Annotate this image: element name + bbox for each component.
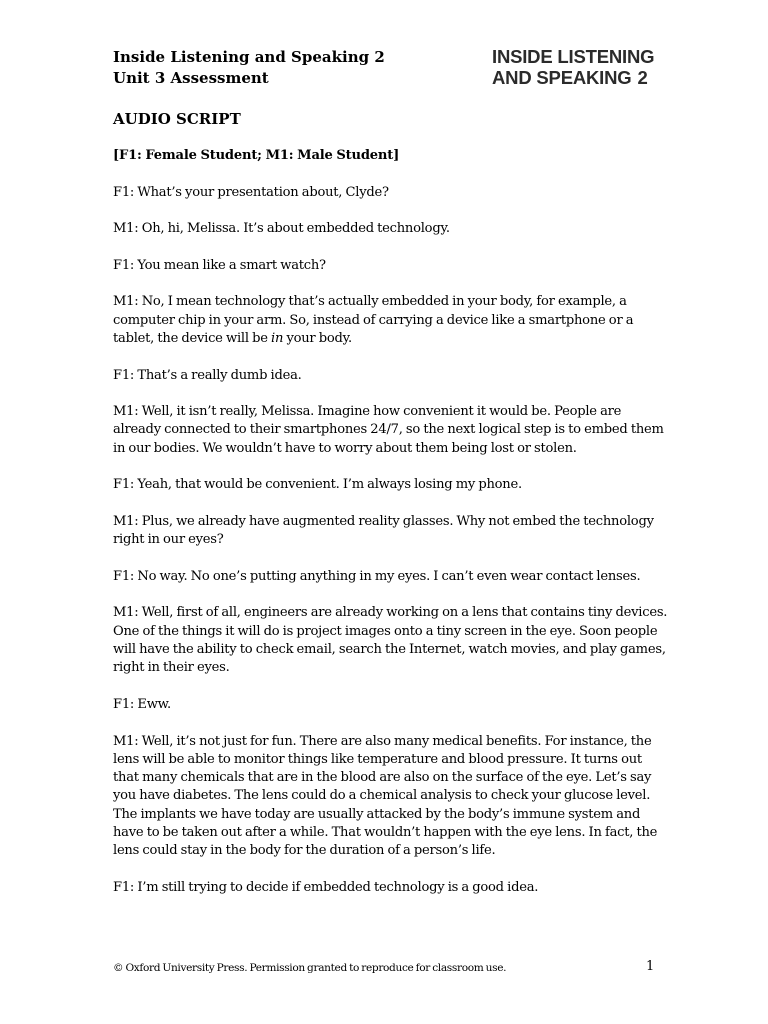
dialogue-line: M1: Well, it isn’t really, Melissa. Imagine how convenient it would be. People are	[113, 404, 622, 420]
unit-title: Unit 3 Assessment	[113, 69, 269, 87]
dialogue-line: you have diabetes. The lens could do a chemical analysis to check your glucose level.	[113, 788, 651, 804]
dialogue-line: F1: Yeah, that would be convenient. I’m always losing my phone.	[113, 477, 522, 493]
dialogue-line: F1: What’s your presentation about, Clyde?	[113, 184, 389, 200]
dialogue-turn	[113, 220, 675, 238]
dialogue-line: F1: That’s a really dumb idea.	[113, 367, 302, 383]
dialogue-turn	[113, 293, 675, 348]
dialogue-line: F1: Eww.	[113, 696, 171, 712]
logo-line-1: INSIDE LISTENING	[492, 46, 655, 67]
dialogue-line: computer chip in your arm. So, instead of carrying a device like a smartphone or a	[113, 312, 634, 328]
section-title: AUDIO SCRIPT	[113, 110, 241, 128]
dialogue-line: M1: Well, it’s not just for fun. There are also many medical benefits. For instance, the	[113, 733, 652, 749]
dialogue-line: One of the things it will do is project images onto a tiny screen in the eye. Soon people	[113, 623, 658, 639]
dialogue-line: right in our eyes?	[113, 532, 224, 548]
series-logo	[492, 46, 654, 88]
audio-script	[113, 147, 675, 915]
cast-list: [F1: Female Student; M1: Male Student]	[113, 148, 400, 163]
logo-line-2	[492, 67, 654, 88]
dialogue-line: already connected to their smartphones 24/7, so the next logical step is to embed them	[113, 422, 664, 438]
dialogue-turn	[113, 476, 675, 494]
dialogue-line: The implants we have today are usually attacked by the body’s immune system and	[113, 806, 641, 822]
dialogue-line: will have the ability to check email, search the Internet, watch movies, and play games,	[113, 642, 666, 658]
dialogue	[113, 184, 675, 898]
line-text: tablet, the device will be	[113, 330, 272, 346]
dialogue-line: lens could stay in the body for the duration of a person’s life.	[113, 843, 496, 859]
page-number: 1	[646, 959, 655, 974]
book-title: Inside Listening and Speaking 2	[113, 48, 385, 66]
copyright-notice: © Oxford University Press. Permission granted to reproduce for classroom use.	[113, 962, 507, 974]
dialogue-turn	[113, 257, 675, 275]
dialogue-line: have to be taken out after a while. That wouldn’t happen with the eye lens. In fact, the	[113, 824, 658, 840]
dialogue-line: F1: You mean like a smart watch?	[113, 257, 326, 273]
dialogue-line: M1: No, I mean technology that’s actually embedded in your body, for example, a	[113, 294, 627, 310]
dialogue-line: in our bodies. We wouldn’t have to worry about them being lost or stolen.	[113, 440, 577, 456]
dialogue-turn	[113, 568, 675, 586]
dialogue-turn	[113, 367, 675, 385]
document-header	[113, 47, 385, 89]
dialogue-line: F1: No way. No one’s putting anything in my eyes. I can’t even wear contact lenses.	[113, 568, 641, 584]
logo-level-number: 2	[637, 67, 648, 88]
dialogue-line: right in their eyes.	[113, 660, 230, 676]
dialogue-turn	[113, 879, 675, 897]
dialogue-turn	[113, 696, 675, 714]
dialogue-turn	[113, 513, 675, 550]
dialogue-turn	[113, 403, 675, 458]
dialogue-turn	[113, 733, 675, 861]
dialogue-line: M1: Well, first of all, engineers are already working on a lens that contains tiny devices.	[113, 605, 668, 621]
dialogue-turn	[113, 604, 675, 677]
dialogue-line	[113, 330, 675, 348]
line-text: your body.	[283, 330, 352, 346]
dialogue-line: lens will be able to monitor things like temperature and blood pressure. It turns out	[113, 751, 642, 767]
dialogue-line: M1: Oh, hi, Melissa. It’s about embedded technology.	[113, 221, 450, 237]
logo-line-2-text: AND SPEAKING	[492, 67, 632, 88]
emphasized-word: in	[271, 330, 284, 346]
dialogue-line: M1: Plus, we already have augmented reality glasses. Why not embed the technology	[113, 513, 654, 529]
dialogue-line: that many chemicals that are in the blood are also on the surface of the eye. Let’s say	[113, 770, 652, 786]
dialogue-turn	[113, 184, 675, 202]
dialogue-line: F1: I’m still trying to decide if embedded technology is a good idea.	[113, 879, 539, 895]
